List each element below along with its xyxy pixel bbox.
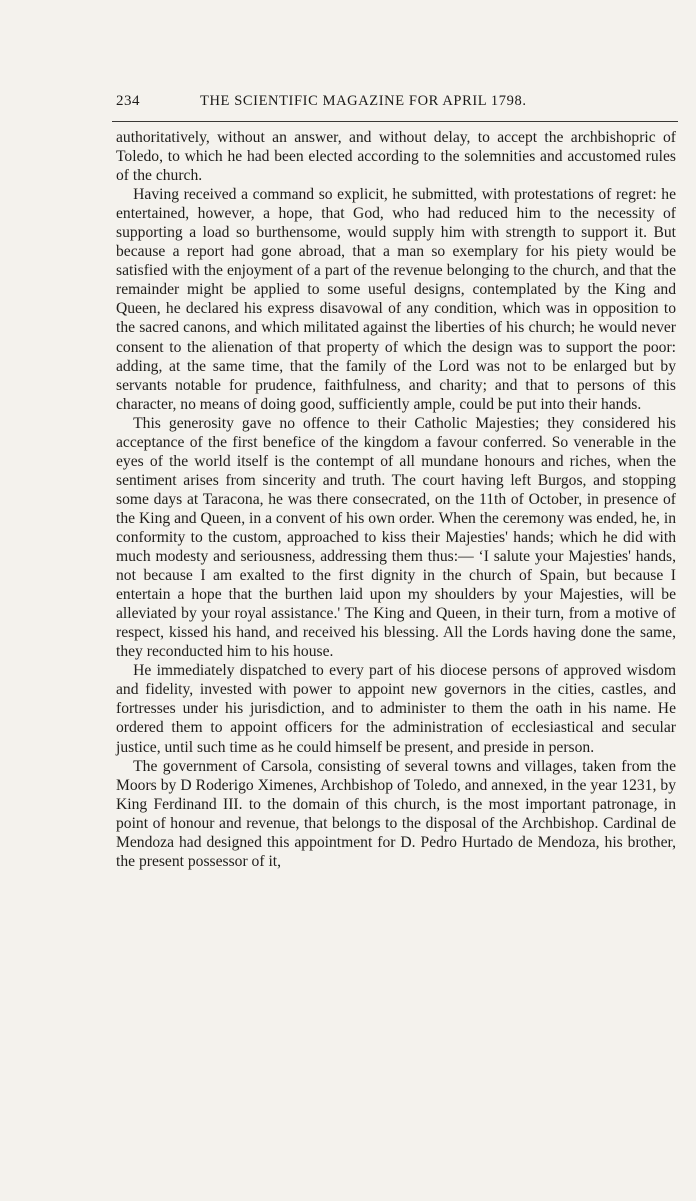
running-head-title: THE SCIENTIFIC MAGAZINE FOR APRIL 1798. bbox=[200, 93, 527, 109]
header-rule bbox=[112, 121, 678, 122]
paragraph-continuation: authoritatively, without an answer, and without delay, to accept the archbishopric of Toledo, to which he had been elected according to the solemnities and accustomed rules of the church. bbox=[116, 129, 676, 185]
paragraph-dispatched: He immediately dispatched to every part of his diocese persons of approved wisdom and fidelity, invested with power to appoint new governors in the cities, castles, and fortresses under his jurisdiction, and to administer to them the oath in his name. He ordered them to appoint officers for the administration of ecclesiastical and secular justice, until such time as he could himself be present, and preside in person. bbox=[116, 662, 676, 756]
page-number: 234 bbox=[116, 93, 140, 109]
paragraph-command-received: Having received a command so explicit, he submitted, with protestations of regret: he entertained, however, a hope, that God, who had reduced him to the necessity of supporting a load so burthensome, would supply him with strength to support it. But because a report had gone abroad, that a man so exemplary for his piety would be satisfied with the enjoyment of a part of the revenue belonging to the church, and that the remainder might be applied to some useful designs, contemplated by the King and Queen, he declared his express disavowal of any condition, which was in opposition to the sacred canons, and which militated against the liberties of his church; he would never consent to the alienation of that property of which the design was to support the poor: adding, at the same time, that the family of the Lord was not to be enlarged but by servants notable for prudence, faithfulness, and charity; and that to persons of this character, no means of doing good, sufficiently ample, could be put into their hands. bbox=[116, 186, 676, 413]
paragraph-carsola: The government of Carsola, consisting of several towns and villages, taken from the Moors by D Roderigo Ximenes, Archbishop of Toledo, and annexed, in the year 1231, by King Ferdinand III. to the domain of this church, is the most important patronage, in point of honour and revenue, that belongs to the disposal of the Archbishop. Cardinal de Mendoza had designed this appointment for D. Pedro Hurtado de Mendoza, his brother, the present possessor of it, bbox=[116, 757, 676, 870]
paragraph-generosity: This generosity gave no offence to their Catholic Majesties; they considered his acceptance of the first benefice of the kingdom a favour conferred. So venerable in the eyes of the world itself is the contempt of all mundane honours and riches, when the sentiment arises from sincerity and truth. The court having left Burgos, and stopping some days at Taracona, he was there consecrated, on the 11th of October, in presence of the King and Queen, in a convent of his own order. When the ceremony was ended, he, in conformity to the custom, approached to kiss their Majesties' hands; which he did with much modesty and seriousness, addressing them thus:— ‘I salute your Majesties' hands, not because I am exalted to the first dignity in the church of Spain, but because I entertain a hope that the burthen laid upon my shoulders by your Majesties, will be alleviated by your royal assistance.' The King and Queen, in their turn, from a motive of respect, kissed his hand, and received his blessing. All the Lords having done the same, they reconducted him to his house. bbox=[116, 414, 676, 661]
body-text bbox=[116, 128, 676, 871]
running-head bbox=[116, 93, 676, 117]
